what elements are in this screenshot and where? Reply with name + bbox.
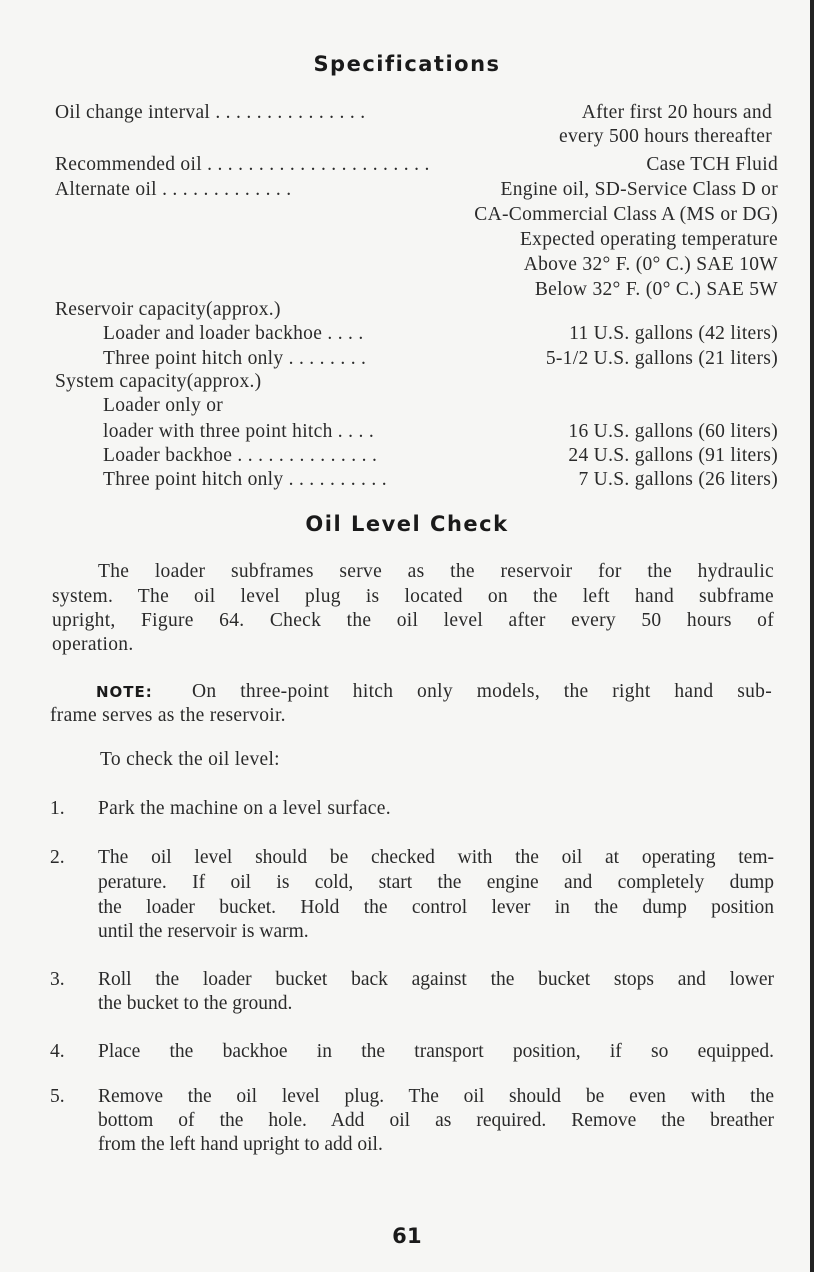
step-2-line-4: until the reservoir is warm. — [98, 921, 309, 942]
step-3-number: 3. — [50, 969, 65, 990]
oil-change-value-2: every 500 hours thereafter — [559, 126, 772, 147]
page-edge — [810, 0, 814, 1272]
step-2-line-1: The oil level should be checked with the oil at operating tem- — [98, 847, 774, 868]
step-1-line-1: Park the machine on a level surface. — [98, 798, 391, 819]
intro-line-2: system. The oil level plug is located on the left hand subframe — [52, 586, 774, 607]
step-2-number: 2. — [50, 847, 65, 868]
step-3-line-1: Roll the loader bucket back against the bucket stops and lower — [98, 969, 774, 990]
oil-level-check-heading: Oil Level Check — [305, 512, 509, 536]
step-5-line-1: Remove the oil level plug. The oil should be even with the — [98, 1086, 774, 1107]
reservoir-row-1-value: 11 U.S. gallons (42 liters) — [569, 323, 778, 344]
step-3-line-2: the bucket to the ground. — [98, 993, 293, 1014]
reservoir-row-2-label: Three point hitch only . . . . . . . . — [103, 348, 367, 369]
reservoir-row-1-label: Loader and loader backhoe . . . . — [103, 323, 364, 344]
page-number: 61 — [392, 1224, 422, 1248]
system-row-2-value: 16 U.S. gallons (60 liters) — [568, 421, 778, 442]
intro-line-4: operation. — [52, 634, 134, 655]
step-1-number: 1. — [50, 798, 65, 819]
specifications-heading: Specifications — [313, 52, 501, 76]
system-row-3-value: 24 U.S. gallons (91 liters) — [568, 445, 778, 466]
alternate-oil-value: Engine oil, SD-Service Class D or — [500, 179, 778, 200]
intro-line-1: The loader subframes serve as the reservoir for the hydraulic — [98, 561, 774, 582]
system-row-1: Loader only or — [103, 395, 224, 416]
to-check-label: To check the oil level: — [100, 749, 280, 770]
oil-change-value: After first 20 hours and — [581, 102, 772, 123]
step-4-number: 4. — [50, 1041, 65, 1062]
system-capacity-label: System capacity(approx.) — [55, 371, 262, 392]
step-5-number: 5. — [50, 1086, 65, 1107]
step-5-line-2: bottom of the hole. Add oil as required. Remove the breather — [98, 1110, 774, 1131]
reservoir-capacity-label: Reservoir capacity(approx.) — [55, 299, 281, 320]
system-row-4-label: Three point hitch only . . . . . . . . . . — [103, 469, 387, 490]
step-2-line-3: the loader bucket. Hold the control lever in the dump position — [98, 897, 774, 918]
step-2-line-2: perature. If oil is cold, start the engine and completely dump — [98, 872, 774, 893]
system-row-4-value: 7 U.S. gallons (26 liters) — [578, 469, 778, 490]
alternate-oil-value-5: Below 32° F. (0° C.) SAE 5W — [534, 279, 778, 300]
alternate-oil-value-4: Above 32° F. (0° C.) SAE 10W — [523, 254, 778, 275]
reservoir-row-2-value: 5-1/2 U.S. gallons (21 liters) — [545, 348, 778, 369]
recommended-oil-value: Case TCH Fluid — [646, 154, 778, 175]
step-5-line-3: from the left hand upright to add oil. — [98, 1134, 383, 1155]
system-row-2-label: loader with three point hitch . . . . — [103, 421, 375, 442]
alternate-oil-value-3: Expected operating temperature — [519, 229, 778, 250]
note-label-text: NOTE: — [96, 683, 153, 701]
intro-line-3: upright, Figure 64. Check the oil level after every 50 hours of — [52, 610, 774, 631]
oil-change-label: Oil change interval . . . . . . . . . . . . . . . — [55, 102, 366, 123]
note-line-2: frame serves as the reservoir. — [50, 705, 286, 726]
system-row-3-label: Loader backhoe . . . . . . . . . . . . . . — [103, 445, 378, 466]
alternate-oil-value-2: CA-Commercial Class A (MS or DG) — [474, 204, 778, 225]
note-line-1: On three-point hitch only models, the right hand sub- — [192, 681, 772, 702]
recommended-oil-label: Recommended oil . . . . . . . . . . . . . . . . . . . . . . — [55, 154, 430, 175]
step-4-line-1: Place the backhoe in the transport position, if so equipped. — [98, 1041, 774, 1062]
alternate-oil-label: Alternate oil . . . . . . . . . . . . . — [55, 179, 292, 200]
note-label — [96, 680, 153, 704]
